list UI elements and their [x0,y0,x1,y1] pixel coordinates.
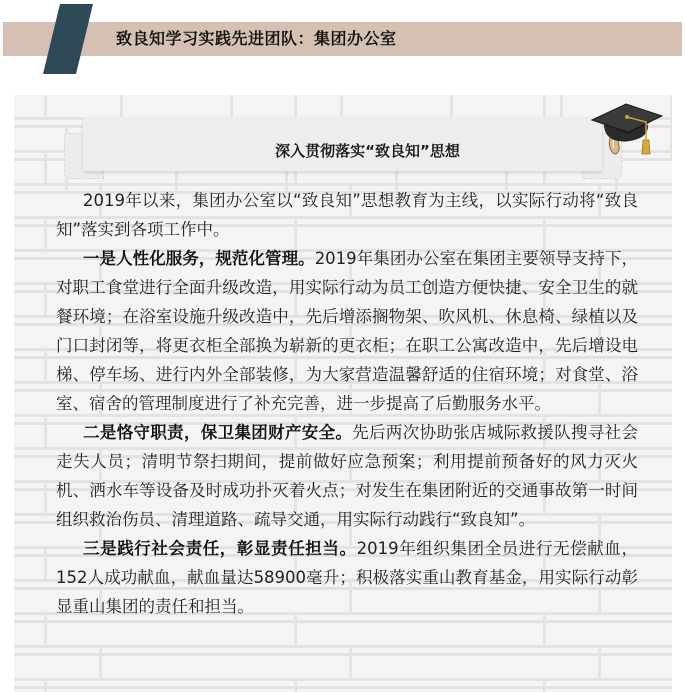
article-paragraph-service [56,244,638,418]
section-title: 深入贯彻落实“致良知”思想 [275,142,460,160]
paragraph-text: 2019年以来，集团办公室以“致良知”思想教育为主线，以实际行动将“致良知”落实到各项工作中。 [56,191,638,239]
page-title: 致良知学习实践先进团队：集团办公室 [116,29,397,48]
article-paragraph-security [56,418,638,534]
paragraph-lead: 二是恪守职责，保卫集团财产安全。 [83,423,353,442]
graduation-cap-icon [590,100,664,162]
paragraph-lead: 三是践行社会责任，彰显责任担当。 [83,539,357,558]
paragraph-text: 先后两次协助张店城际救援队搜寻社会走失人员；清明节祭扫期间，提前做好应急预案；利用提前预备好的风力灭火机、洒水车等设备及时成功扑灭着火点；对发生在集团附近的交通事故第一时间组织救治伤员、清理道路、疏导交通，用实际行动践行“致良知”。 [56,423,638,529]
paragraph-text: 2019年组织集团全员进行无偿献血，152人成功献血，献血量达58900毫升；积极落实重山教育基金，用实际行动彰显重山集团的责任和担当。 [56,539,639,616]
paragraph-text: 2019年集团办公室在集团主要领导支持下，对职工食堂进行全面升级改造，用实际行动为员工创造方便快捷、安全卫生的就餐环境；在浴室设施升级改造中，先后增添搁物架、吹风机、休息椅、绿植以及门口封闭等，将更衣柜全部换为崭新的更衣柜；在职工公寓改造中，先后增设电梯、停车场、进行内外全部装修，为大家营造温馨舒适的住宿环境；对食堂、浴室、宿舍的管理制度进行了补充完善，进一步提高了后勤服务水平。 [56,249,639,413]
article-body [56,186,638,621]
article-paragraph-responsibility [56,534,638,621]
article-paragraph-intro [56,186,638,244]
paragraph-lead: 一是人性化服务，规范化管理。 [83,249,315,268]
